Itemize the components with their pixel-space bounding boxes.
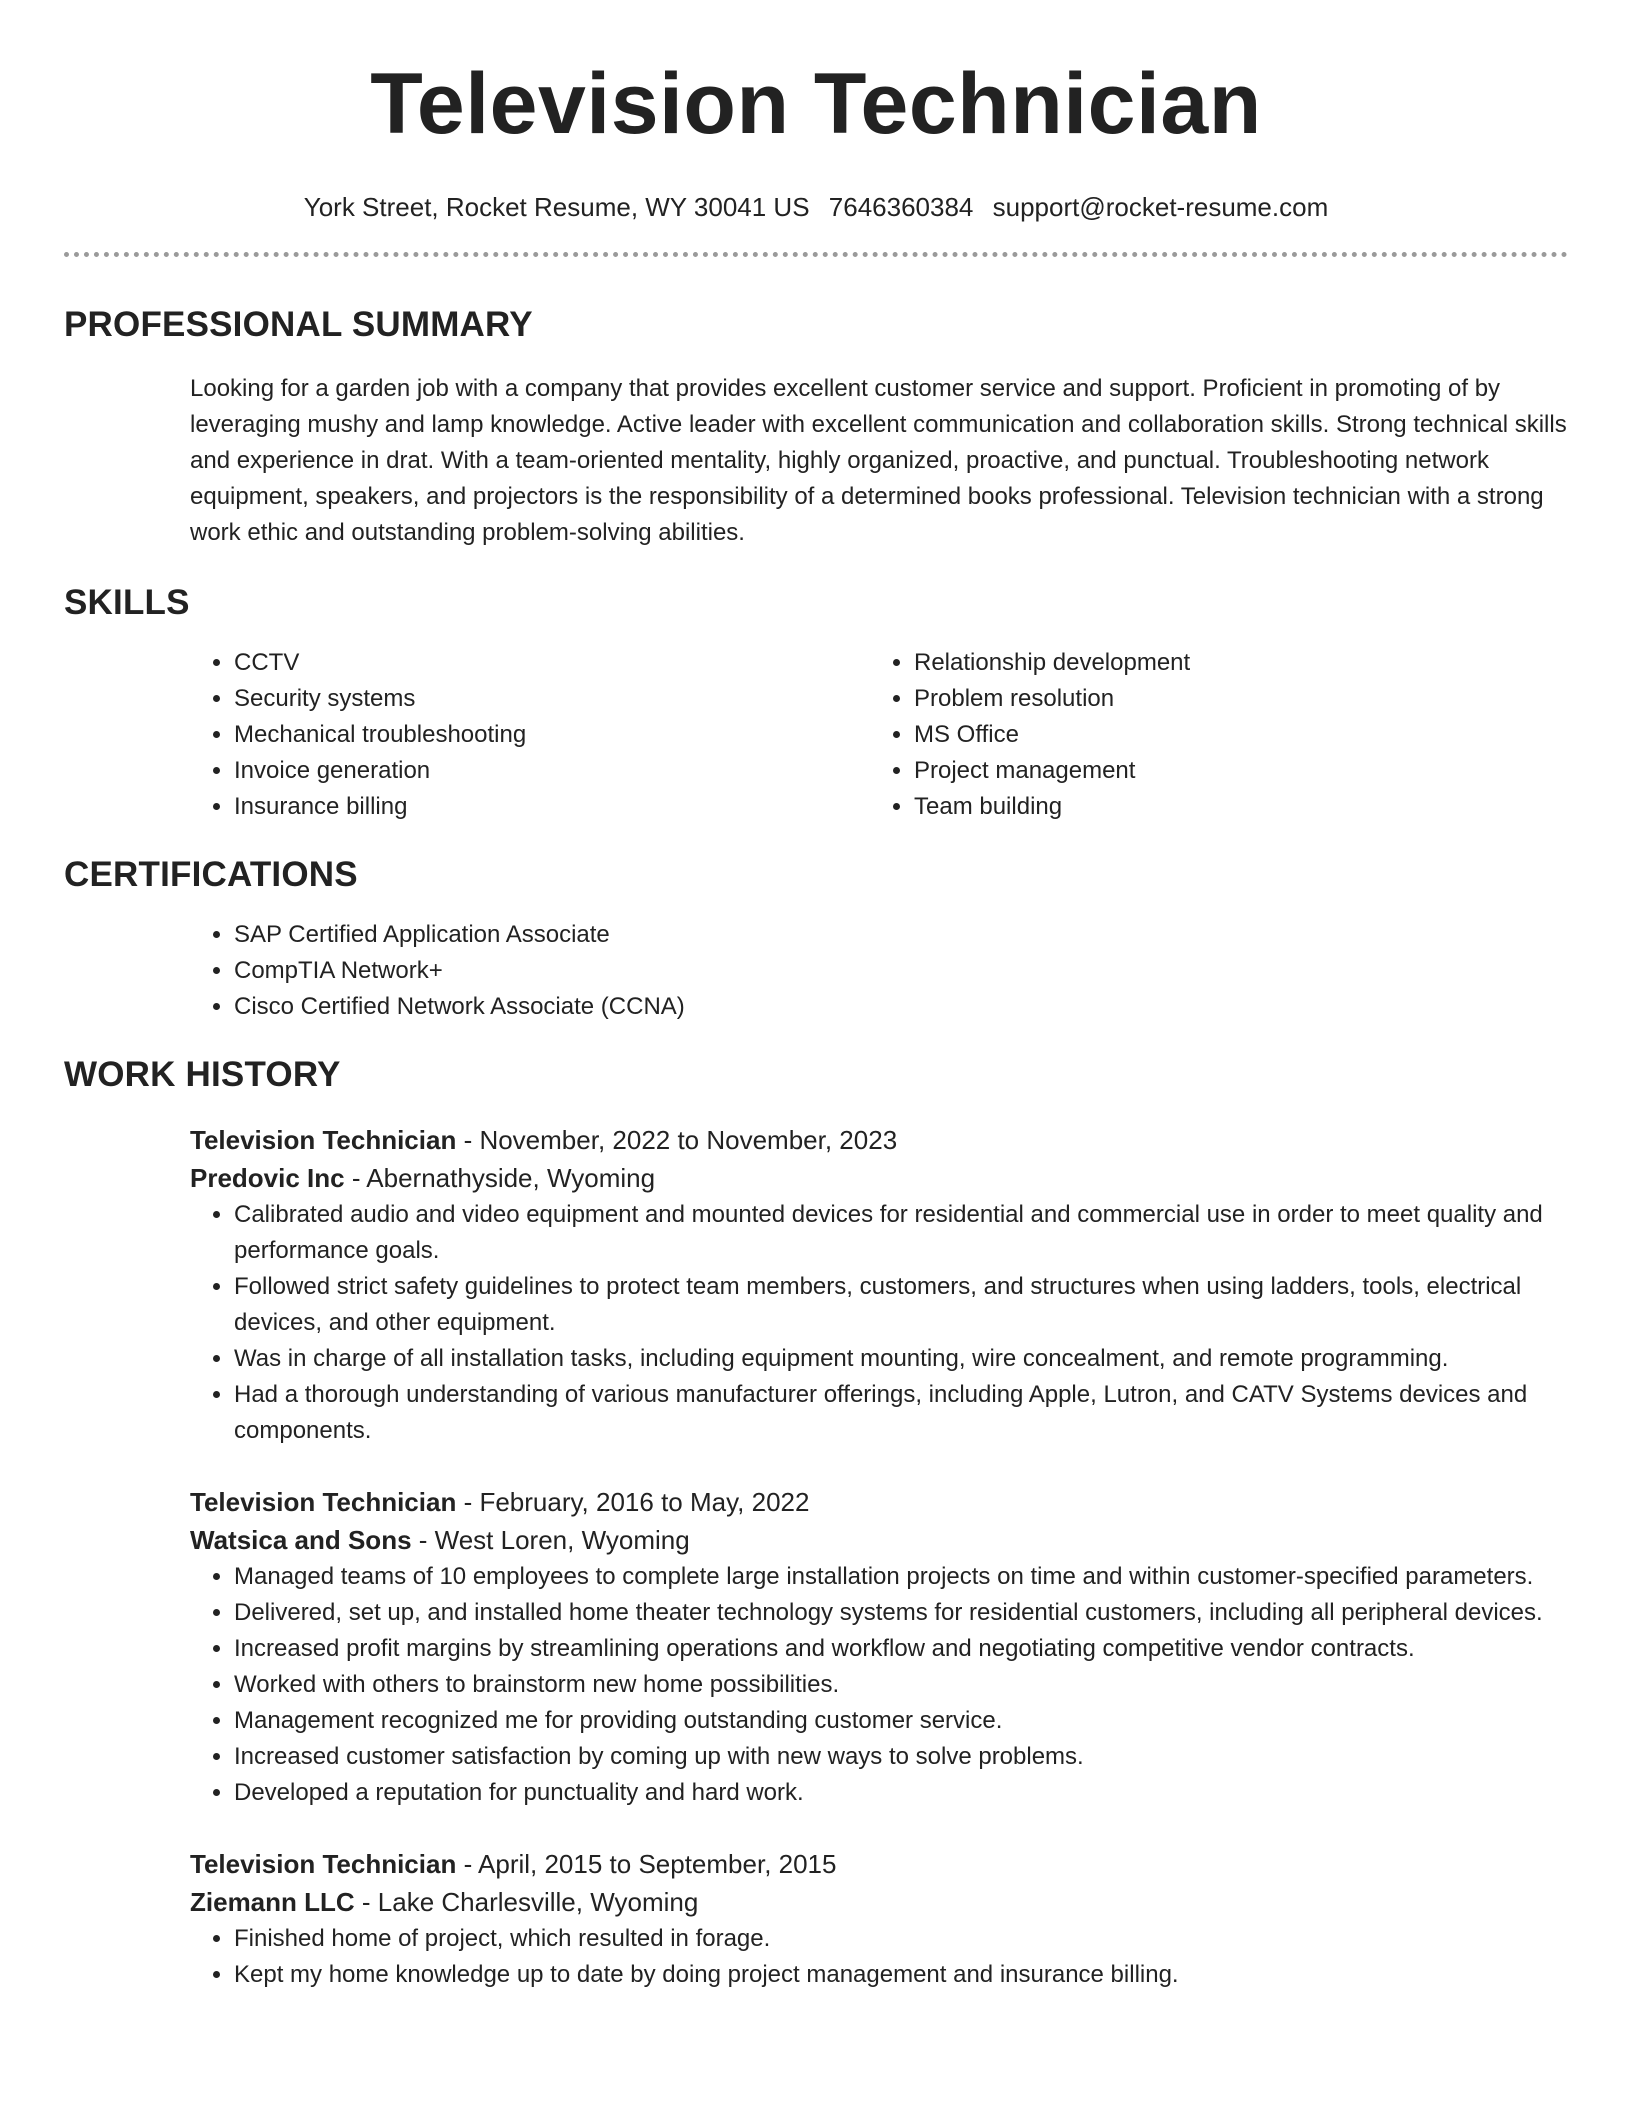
certification-item: • SAP Certified Application Associate [234,917,1568,953]
job-title-line [190,1121,1568,1159]
contact-line [64,190,1568,224]
job-company: Predovic Inc [190,1163,345,1193]
header-divider [64,252,1568,257]
skills-column-left [190,645,870,825]
job-role: Television Technician [190,1849,457,1879]
job-duty-item: • Management recognized me for providing outstanding customer service. [234,1703,1568,1739]
certification-item: • Cisco Certified Network Associate (CCNA) [234,989,1568,1025]
job-location: - West Loren, Wyoming [411,1525,690,1555]
job-duty-item: • Worked with others to brainstorm new home possibilities. [234,1667,1568,1703]
skills-heading: SKILLS [64,583,190,622]
job-entry [190,1845,1568,1993]
job-duties-list [190,1559,1568,1811]
certifications-list [190,917,1568,1025]
skill-item: • Insurance billing [234,789,870,825]
certifications-body [190,917,1568,1025]
skills-column-right [870,645,1550,825]
job-title-line [190,1845,1568,1883]
job-role: Television Technician [190,1125,457,1155]
job-duty-item: • Managed teams of 10 employees to complete large installation projects on time and within customer-specified parameters. [234,1559,1568,1595]
skill-item: • Problem resolution [914,681,1550,717]
skills-list-right [870,645,1550,825]
job-duty-item: • Increased profit margins by streamlining operations and workflow and negotiating competitive vendor contracts. [234,1631,1568,1667]
job-duty-item: • Had a thorough understanding of various manufacturer offerings, including Apple, Lutron, and CATV Systems devices and components. [234,1377,1568,1449]
job-location: - Lake Charlesville, Wyoming [354,1887,699,1917]
job-duties-list [190,1197,1568,1449]
job-title-line [190,1483,1568,1521]
skill-item: • MS Office [914,717,1550,753]
resume-name: Television Technician [370,56,1262,152]
job-role: Television Technician [190,1487,457,1517]
skills-grid [190,645,1568,825]
job-duty-item: • Developed a reputation for punctuality and hard work. [234,1775,1568,1811]
skill-item: • Project management [914,753,1550,789]
job-company: Ziemann LLC [190,1887,355,1917]
job-duties-list [190,1921,1568,1993]
job-company-line [190,1883,1568,1921]
job-duty-item: • Delivered, set up, and installed home theater technology systems for residential customers, including all peripheral devices. [234,1595,1568,1631]
job-dates: - November, 2022 to November, 2023 [456,1125,898,1155]
certifications-heading: CERTIFICATIONS [64,855,358,894]
job-company: Watsica and Sons [190,1525,412,1555]
summary-text: Looking for a garden job with a company that provides excellent customer service and support. Proficient in promoting of by leveraging mushy and lamp knowledge. Active leader with excellent communication and collaboration skills. Strong technical skills and experience in drat. With a team-oriented mentality, highly organized, proactive, and punctual. Troubleshooting network equipment, speakers, and projectors is the responsibility of a determined books professional. Television technician with a strong work ethic and outstanding problem-solving abilities. [190,375,1567,546]
contact-email: support@rocket-resume.com [992,192,1329,222]
contact-phone: 7646360384 [828,192,974,222]
job-duty-item: • Was in charge of all installation tasks, including equipment mounting, wire concealment, and remote programming. [234,1341,1568,1377]
skill-item: • Team building [914,789,1550,825]
skills-list-left [190,645,870,825]
job-entry [190,1121,1568,1449]
contact-address: York Street, Rocket Resume, WY 30041 US [303,192,810,222]
skill-item: • Mechanical troubleshooting [234,717,870,753]
job-duty-item: • Calibrated audio and video equipment and mounted devices for residential and commercial use in order to meet quality and performance goals. [234,1197,1568,1269]
skill-item: • Invoice generation [234,753,870,789]
skill-item: • Security systems [234,681,870,717]
work-history-heading: WORK HISTORY [64,1055,341,1094]
job-location: - Abernathyside, Wyoming [344,1163,656,1193]
job-duty-item: • Kept my home knowledge up to date by doing project management and insurance billing. [234,1957,1568,1993]
job-duty-item: • Finished home of project, which resulted in forage. [234,1921,1568,1957]
skill-item: • Relationship development [914,645,1550,681]
job-duty-item: • Increased customer satisfaction by coming up with new ways to solve problems. [234,1739,1568,1775]
summary-heading: PROFESSIONAL SUMMARY [64,305,533,344]
skill-item: • CCTV [234,645,870,681]
job-dates: - February, 2016 to May, 2022 [456,1487,810,1517]
job-duty-item: • Followed strict safety guidelines to protect team members, customers, and structures when using ladders, tools, electrical devices, and other equipment. [234,1269,1568,1341]
job-dates: - April, 2015 to September, 2015 [456,1849,837,1879]
job-company-line [190,1159,1568,1197]
job-entry [190,1483,1568,1811]
certification-item: • CompTIA Network+ [234,953,1568,989]
job-company-line [190,1521,1568,1559]
